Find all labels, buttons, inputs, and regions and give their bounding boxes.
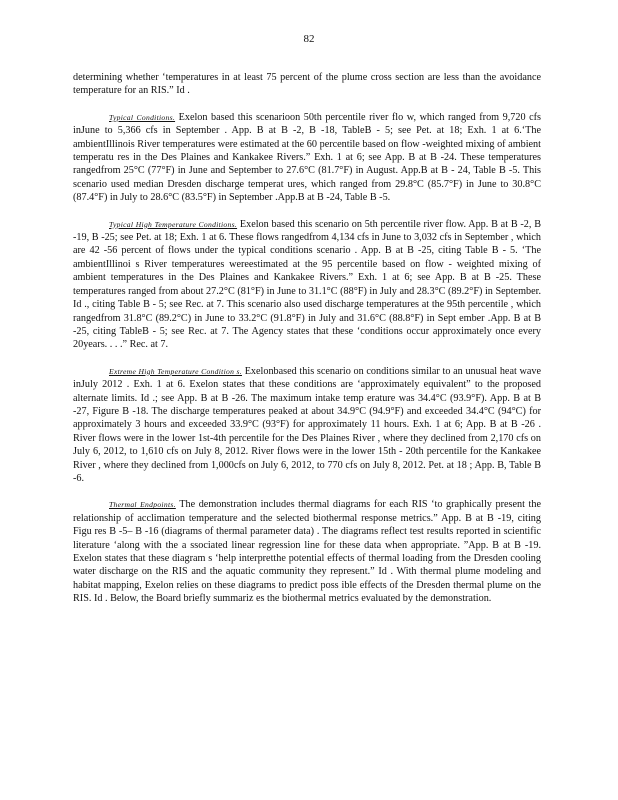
paragraph-text: Exelon based this scenarioon 50th percentile river flo w, which ranged from 9,720 cfs inJune to 5,366 cfs in September . App. B at B -2, B -18, TableB - 5; see Pet. at 18; Exh. 1 at 6.‘The ambientIllinois River temperatures were estimated at the 60 percentile based on flow -weighted mixing of ambient temperatu res in the Des Plaines and Kankakee Rivers.” Exh. 1 at 6; see App. B at B -24. These temperatures rangedfrom 25°C (77°F) in June and September to 27.6°C (81.7°F) in August. App.B at B - 24, Table B -5. This scenario used median Dresden discharge temperat ures, which ranged from 29.8°C (85.7°F) in June to 30.8°C (87.4°F) in July to 28.6°C (83.5°F) in September .App.B at B -24, Table B -5. bbox=[73, 111, 542, 204]
section-heading: Extreme High Temperature Condition s. bbox=[109, 366, 242, 376]
paragraph-typical-high-temperature bbox=[73, 218, 541, 352]
page-number: 82 bbox=[303, 33, 315, 45]
section-heading: Typical Conditions. bbox=[109, 112, 176, 122]
paragraph-text: Exelon based this scenario on 5th percentile river flow. App. B at B -2, B -19, B -25; see Pet. at 18; Exh. 1 at 6. These flows rangedfrom 4,134 cfs in June to 3,032 cfs in September , which are 42 -56 percent of flows under the typical conditions scenario . App. B at B -25, citing Table B - 5. ‘The ambientIllinoi s River temperatures wereestimated at the 95 percentile based on flow - weighted mixing of ambient temperatures in the Des Plaines and Kankakee Rivers.” Exh. 1 at 6; see App. B at B -25. These temperatures ranged from about 27.2°C (81°F) in June to 31.1°C (88°F) in July and 28.3°C (89.2°F) in September. Id ., citing Table B - 5; see Rec. at 7. This scenario also used discharge temperatures at the 95th percentile , which rangedfrom 31.8°C (89.2°C) in June to 33.2°C (91.8°F) in July and 31.6°C (88.8°F) in Sept ember .App. B at B -25, citing TableB - 5; see Rec. at 7. The Agency states that these ‘conditions occur approximately once every 20years. . . .” Rec. at 7. bbox=[73, 218, 542, 351]
document-body bbox=[73, 71, 541, 619]
paragraph-continuation bbox=[73, 71, 541, 98]
paragraph-text: The demonstration includes thermal diagrams for each RIS ‘to graphically present the relationship of acclimation temperature and the selected biothermal response metrics.” App. B at B -19, citing Figu res B -5– B -16 (diagrams of thermal parameter data) . The diagrams reflect test results reported in scientific literature ‘along with the a ssociated linear regression line for these data when appropriate. ”App. B at B -19. Exelon states that these diagram s ‘help interpretthe potential effects of thermal loading from the Dresden cooling water discharge on the RIS and the aquatic community they represent.” Id . With thermal plume modeling and habitat mapping, Exelon relies on these diagrams to predict poss ible effects of the Dresden thermal plume on the RIS. Id . Below, the Board briefly summariz es the biothermal metrics evaluated by the demonstration. bbox=[73, 499, 541, 605]
paragraph-text: determining whether ‘temperatures in at least 75 percent of the plume cross section are less than the avoidance temperature for an RIS.” Id . bbox=[73, 72, 541, 97]
section-heading: Thermal Endpoints. bbox=[109, 500, 176, 510]
paragraph-extreme-high-temperature bbox=[73, 365, 541, 486]
paragraph-typical-conditions bbox=[73, 111, 541, 205]
section-heading: Typical High Temperature Conditions. bbox=[109, 219, 238, 229]
paragraph-text: Exelonbased this scenario on conditions similar to an unusual heat wave inJuly 2012 . Exh. 1 at 6. Exelon states that these conditions are ‘approximately equivalent” to the proposed alternate limits. Id .; see App. B at B -26. The maximum intake temp erature was 34.4°C (93.9°F). App. B at B -27, Figure B -18. The discharge temperatures peaked at about 34.9°C (94.9°F) and exceeded 34.4°C (94°C) for approximately 3 hours and exceeded 33.9°C (93°F) for approximately 11 hours. Exh. 1 at 6; App. B at B -26 . River flows were in the lower 1st-4th percentile for the Des Plaines River , where they declined from 2,170 cfs on July 6, 2012, to 1,610 cfs on July 8, 2012. River flows were in the lower 15th - 20th percentile for the Kankakee River , where they declined from 1,000cfs on July 6, 2012, to 770 cfs on July 8, 2012. Pet. at 18 ; App. B, Table B -6. bbox=[73, 365, 541, 484]
paragraph-thermal-endpoints bbox=[73, 498, 541, 605]
